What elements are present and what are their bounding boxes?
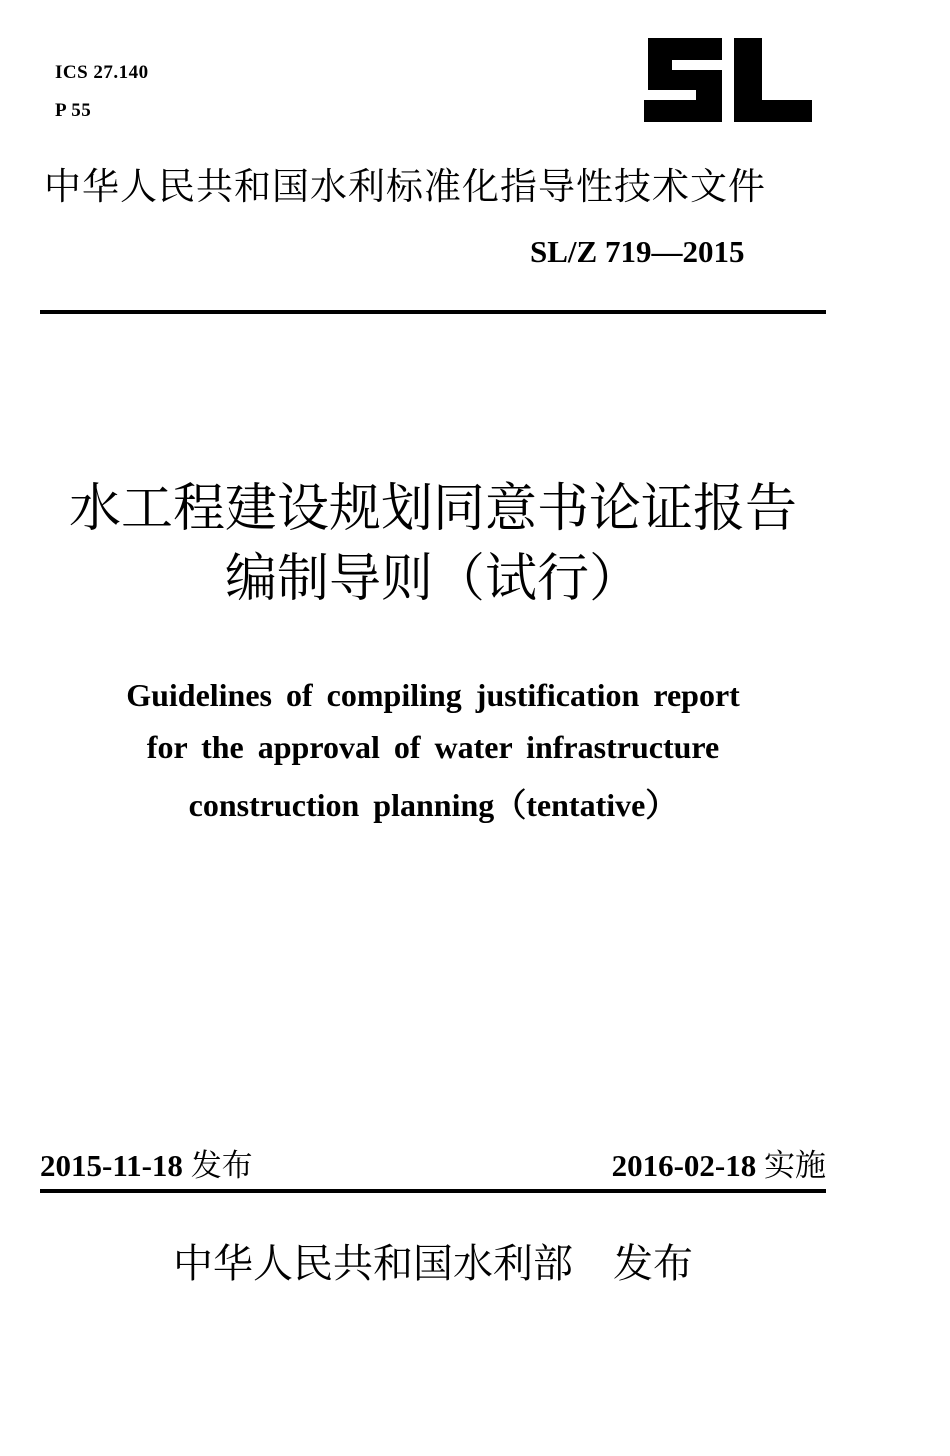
sl-logo-letter-s [644,38,722,122]
bottom-divider [40,1189,826,1193]
implementation-date-value: 2016-02-18 [611,1148,757,1183]
series-title: 中华人民共和国水利标准化指导性技术文件 [44,165,766,208]
english-title-line-2: for the approval of water infrastructure [146,729,720,765]
standard-number: SL/Z 719—2015 [530,234,745,269]
issue-date [40,1140,253,1185]
issue-date-value: 2015-11-18 [40,1148,183,1183]
implementation-date-label: 实施 [764,1148,826,1184]
publisher: 中华人民共和国水利部 发布 [173,1241,693,1287]
chinese-title-line-1: 水工程建设规划同意书论证报告 [68,479,797,539]
top-divider [40,310,826,314]
english-title-line-3: construction planning（tentative） [188,787,678,823]
sl-logo [640,30,815,130]
issue-date-label: 发布 [190,1148,253,1184]
implementation-date [612,1140,826,1185]
chinese-title-line-2: 编制导则（试行） [224,549,641,609]
classification-code: P 55 [55,100,92,121]
sl-logo-letter-l [734,38,812,122]
english-title-line-1: Guidelines of compiling justification report [126,677,740,713]
ics-code: ICS 27.140 [55,62,149,83]
